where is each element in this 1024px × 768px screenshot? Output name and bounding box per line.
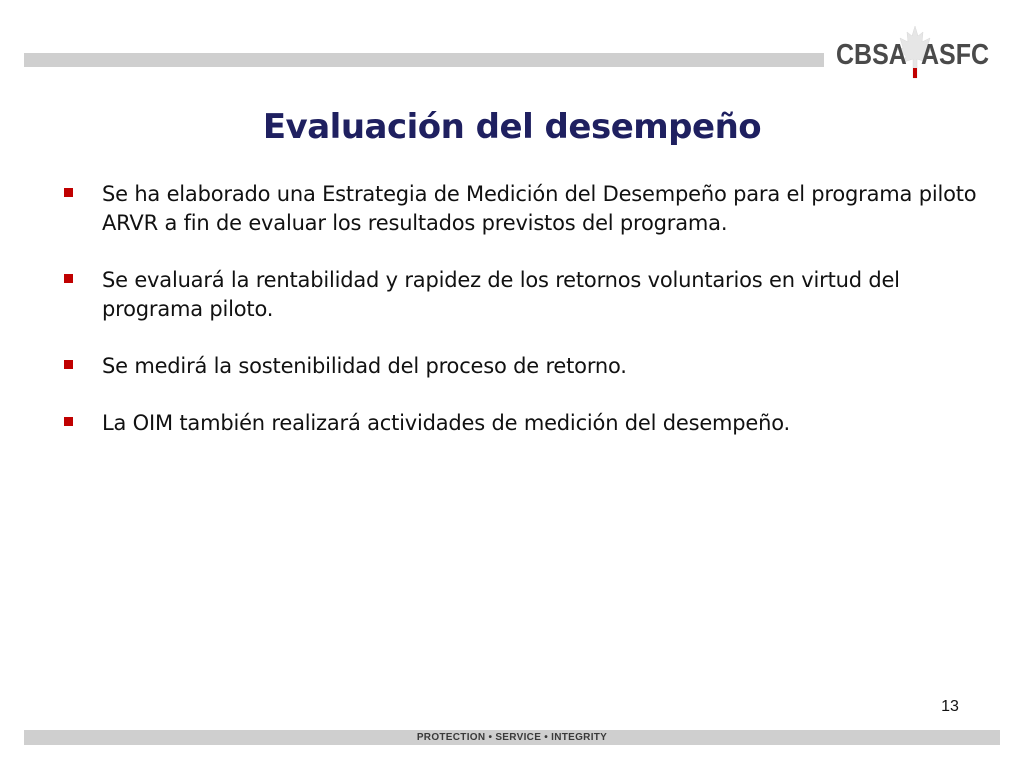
- bullet-list: [60, 180, 980, 466]
- bullet-text: Se medirá la sostenibilidad del proceso de retorno.: [102, 354, 627, 378]
- logo-text-asfc: ASFC: [921, 38, 990, 72]
- bullet-item: [60, 180, 980, 238]
- bullet-item: [60, 409, 980, 438]
- header-bar: [24, 53, 824, 67]
- bullet-item: [60, 352, 980, 381]
- square-bullet-icon: [64, 188, 73, 197]
- slide-title: Evaluación del desempeño: [262, 107, 762, 147]
- bullet-item: [60, 266, 980, 324]
- footer-tagline: PROTECTION • SERVICE • INTEGRITY: [416, 732, 608, 743]
- page-number: 13: [941, 698, 959, 715]
- cbsa-asfc-logo: [836, 24, 990, 80]
- square-bullet-icon: [64, 274, 73, 283]
- bullet-text: Se evaluará la rentabilidad y rapidez de los retornos voluntarios en virtud del programa piloto.: [102, 268, 900, 321]
- logo-text-cbsa: CBSA: [836, 38, 907, 72]
- square-bullet-icon: [64, 417, 73, 426]
- square-bullet-icon: [64, 360, 73, 369]
- bullet-text: Se ha elaborado una Estrategia de Medición del Desempeño para el programa piloto ARVR a fin de evaluar los resultados previstos del programa.: [102, 182, 977, 235]
- bullet-text: La OIM también realizará actividades de medición del desempeño.: [102, 411, 791, 435]
